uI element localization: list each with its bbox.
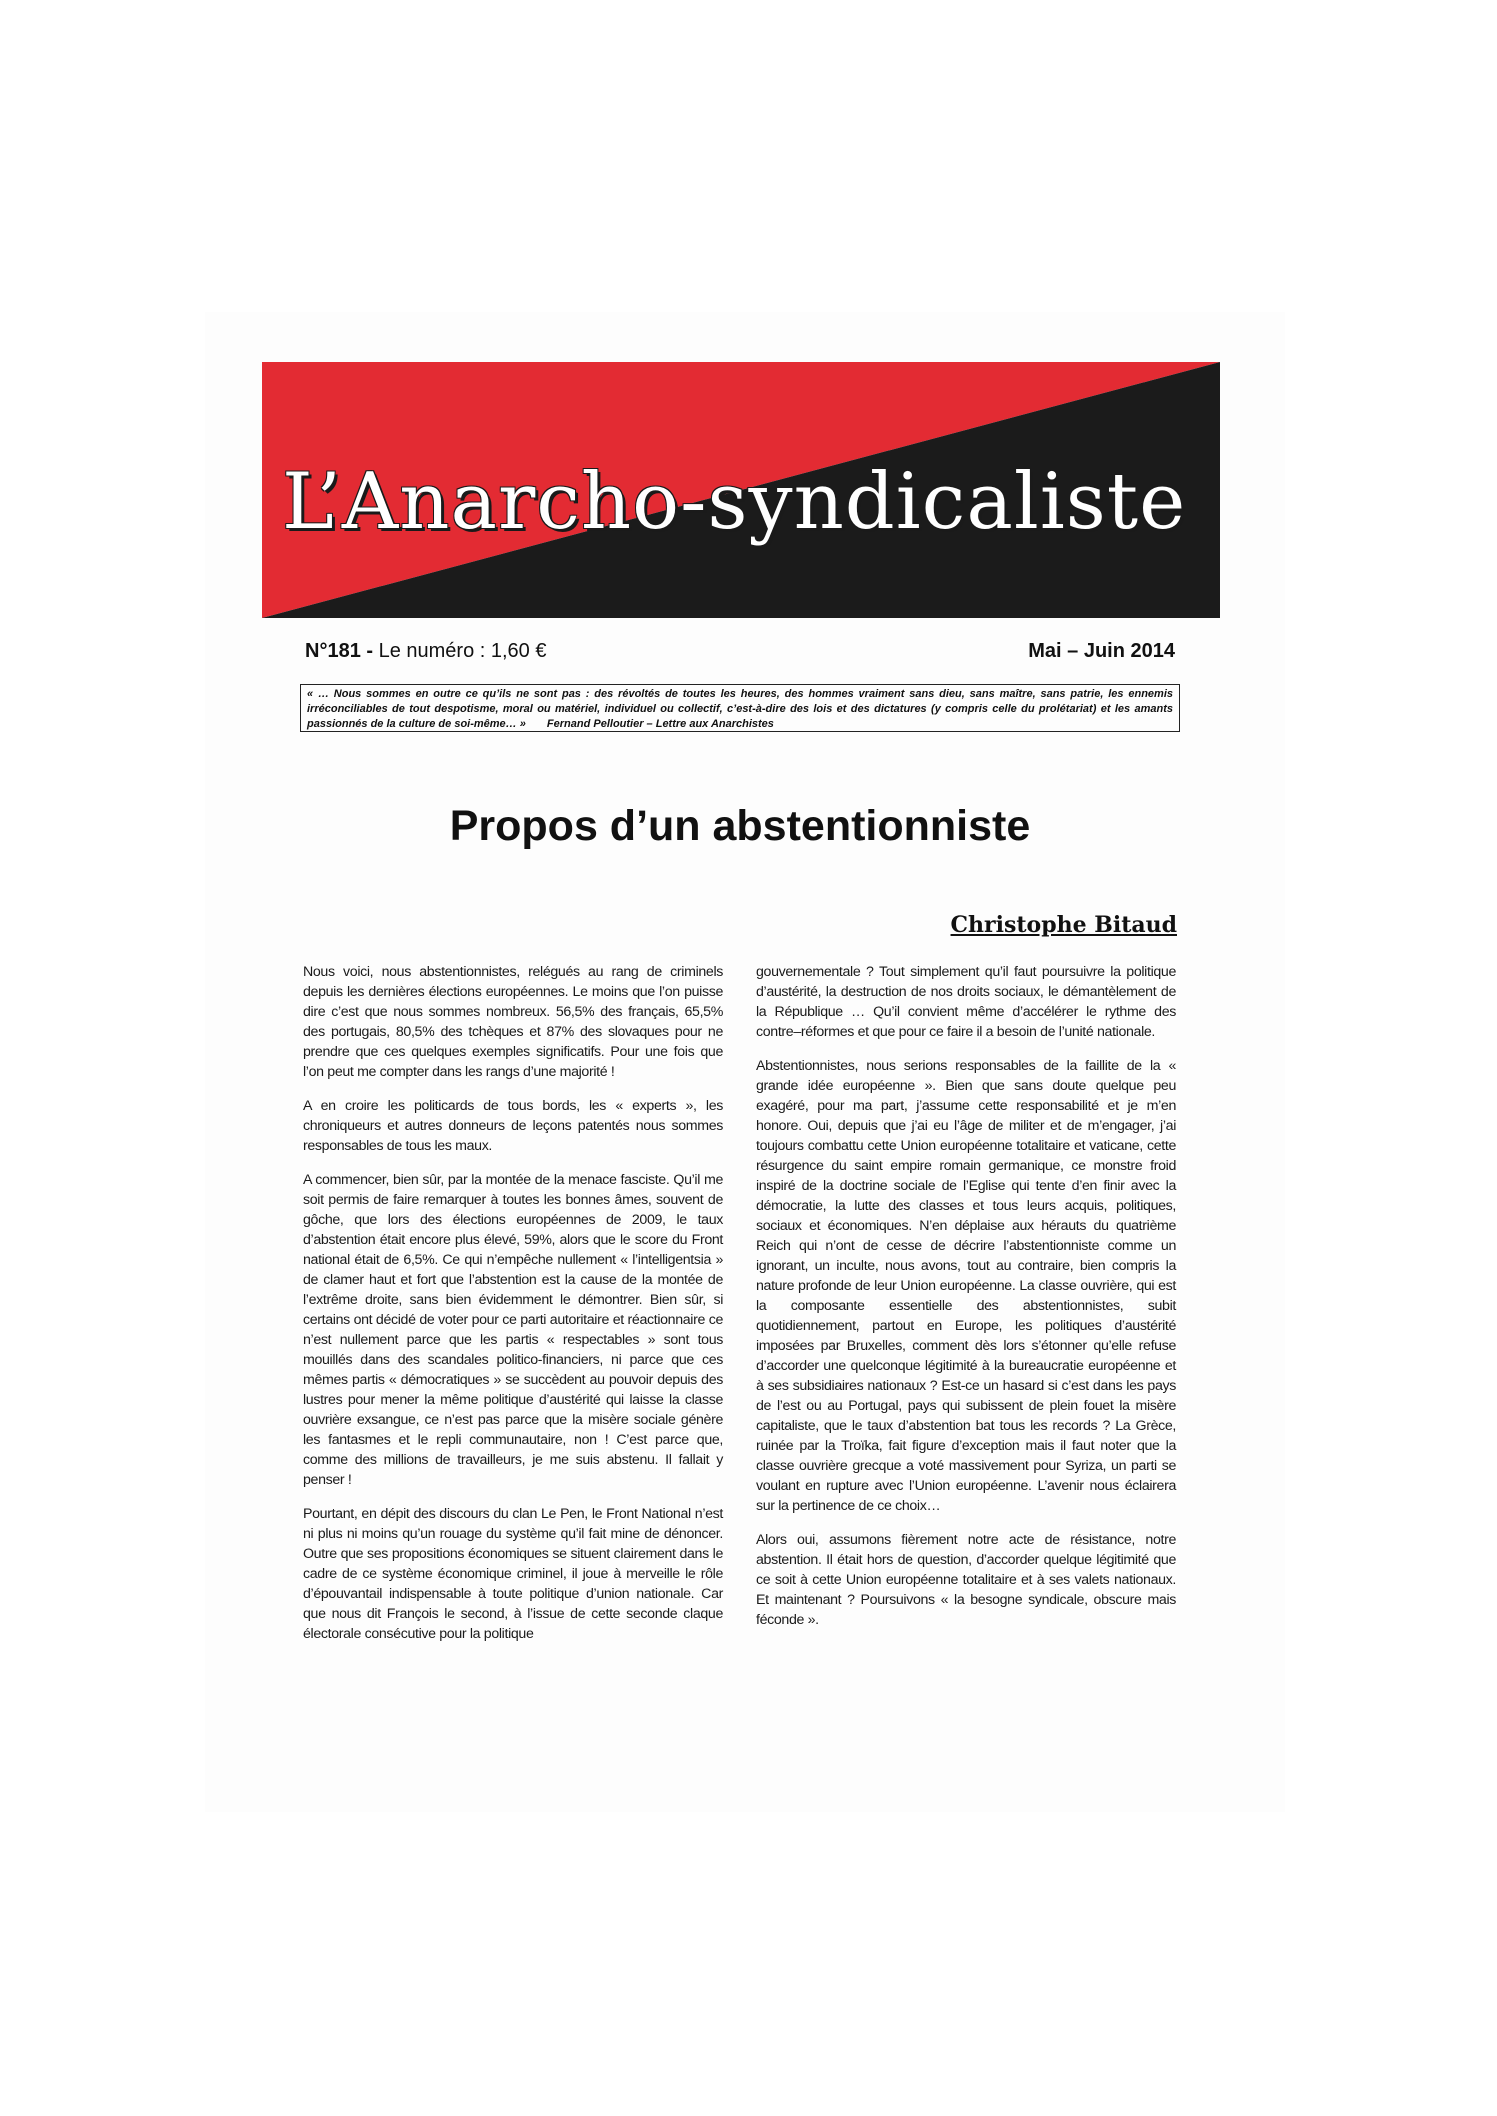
- masthead-title: L’Anarcho-syndicaliste: [282, 457, 1187, 547]
- epigraph-attribution: Fernand Pelloutier – Lettre aux Anarchistes: [546, 718, 774, 730]
- article-column-right: [756, 962, 1176, 1644]
- article-column-left: [303, 962, 723, 1658]
- epigraph-box: [300, 684, 1180, 732]
- article-author: Christophe Bitaud: [950, 912, 1177, 938]
- article-paragraph: Alors oui, assumons fièrement notre acte de résistance, notre abstention. Il était hors de question, d’accorder quelque légitimité que ce soit à cette Union européenne totalitaire et à ses valets nationaux. Et maintenant ? Poursuivons « la besogne syndicale, obscure mais féconde ».: [756, 1532, 1176, 1628]
- issue-price: Le numéro : 1,60 €: [378, 640, 547, 662]
- article-title: Propos d’un abstentionniste: [449, 802, 1031, 850]
- article-paragraph: Nous voici, nous abstentionnistes, relégués au rang de criminels depuis les dernières élections européennes. Le moins que l’on puisse dire c’est que nous sommes nombreux. 56,5% des français, 65,5% des portugais, 80,5% des tchèques et 87% des slovaques pour ne prendre que ces quelques exemples significatifs. Pour une fois que l’on peut me compter dans les rangs d’une majorité !: [303, 964, 723, 1080]
- article-paragraph: A commencer, bien sûr, par la montée de la menace fasciste. Qu’il me soit permis de faire remarquer à toutes les bonnes âmes, souvent de gôche, que lors des élections européennes de 2009, le taux d’abstention était encore plus élevé, 59%, alors que le score du Front national était de 6,5%. Ce qui n’empêche nullement « l’intelligentsia » de clamer haut et fort que l’abstention est la cause de la montée de l’extrême droite, sans bien évidemment le démontrer. Bien sûr, si certains ont décidé de voter pour ce parti autoritaire et réactionnaire ce n’est nullement parce que les partis « respectables » sont tous mouillés dans des scandales politico-financiers, ni parce que ces mêmes partis « démocratiques » se succèdent au pouvoir depuis des lustres pour mener la même politique d’austérité qui laisse la classe ouvrière exsangue, ce n’est pas parce que la misère sociale génère les fantasmes et le repli communautaire, non ! C’est parce que, comme des millions de travailleurs, je me suis abstenu. Il fallait y penser !: [303, 1172, 723, 1488]
- article-paragraph: A en croire les politicards de tous bords, les « experts », les chroniqueurs et autres donneurs de leçons patentés nous sommes responsables de tous les maux.: [303, 1098, 723, 1154]
- masthead-banner: [262, 362, 1220, 618]
- issue-date: Mai – Juin 2014: [1028, 640, 1175, 662]
- article-paragraph: Abstentionnistes, nous serions responsables de la faillite de la « grande idée européenne ». Bien que sans doute quelque peu exagéré, pour ma part, j’assume cette responsabilité et je m’en honore. Oui, depuis que j’ai eu l’âge de militer et de m’engager, j’ai toujours combattu cette Union européenne totalitaire et vaticane, cette résurgence du saint empire romain germanique, ce monstre froid inspiré de la doctrine sociale de l’Eglise qui tente d’en finir avec la démocratie, la lutte des classes et tous leurs acquis, politiques, sociaux et économiques. N’en déplaise aux hérauts du quatrième Reich qui n’ont de cesse de décrire l’abstentionniste comme un ignorant, un inculte, nous avons, tout au contraire, bien compris la nature profonde de leur Union européenne. La classe ouvrière, qui est la composante essentielle des abstentionnistes, subit quotidiennement, partout en Europe, les politiques d’austérité imposées par Bruxelles, comment dès lors s’étonner qu’elle refuse d’accorder une quelconque légitimité à la bureaucratie européenne et à ses subsidiaires nationaux ? Est-ce un hasard si c’est dans les pays de l’est ou au Portugal, pays qui subissent de plein fouet la misère capitaliste, que le taux d’abstention bat tous les records ? La Grèce, ruinée par la Troïka, fait figure d’exception mais il faut noter que la classe ouvrière grecque a voté massivement pour Syriza, un parti se voulant en rupture avec l’Union européenne. L’avenir nous éclairera sur la pertinence de ce choix…: [756, 1058, 1176, 1514]
- article-paragraph: gouvernementale ? Tout simplement qu’il faut poursuivre la politique d’austérité, la destruction de nos droits sociaux, le démantèlement de la République … Qu’il convient même d’accélérer le rythme des contre–réformes et que pour ce faire il a besoin de l’unité nationale.: [756, 964, 1176, 1040]
- issue-info: [305, 640, 546, 663]
- epigraph-text: « … Nous sommes en outre ce qu’ils ne sont pas : des révoltés de toutes les heures, des hommes vraiment sans dieu, sans maître, sans patrie, les ennemis irréconciliables de tout despotisme, moral ou matériel, individuel ou collectif, c’est-à-dire des lois et des dictatures (y compris celle du prolétariat) et les amants passionnés de la culture de soi-même… »: [307, 688, 1173, 730]
- issue-number: N°181 -: [305, 640, 374, 662]
- article-paragraph: Pourtant, en dépit des discours du clan Le Pen, le Front National n’est ni plus ni moins qu’un rouage du système qu’il fait mine de dénoncer. Outre que ses propositions économiques se situent clairement dans le cadre de ce système économique criminel, il joue à merveille le rôle d’épouvantail indispensable à toute politique d’union nationale. Car que nous dit François le second, à l’issue de cette seconde claque électorale consécutive pour la politique: [303, 1506, 723, 1642]
- issue-line: [305, 640, 1175, 666]
